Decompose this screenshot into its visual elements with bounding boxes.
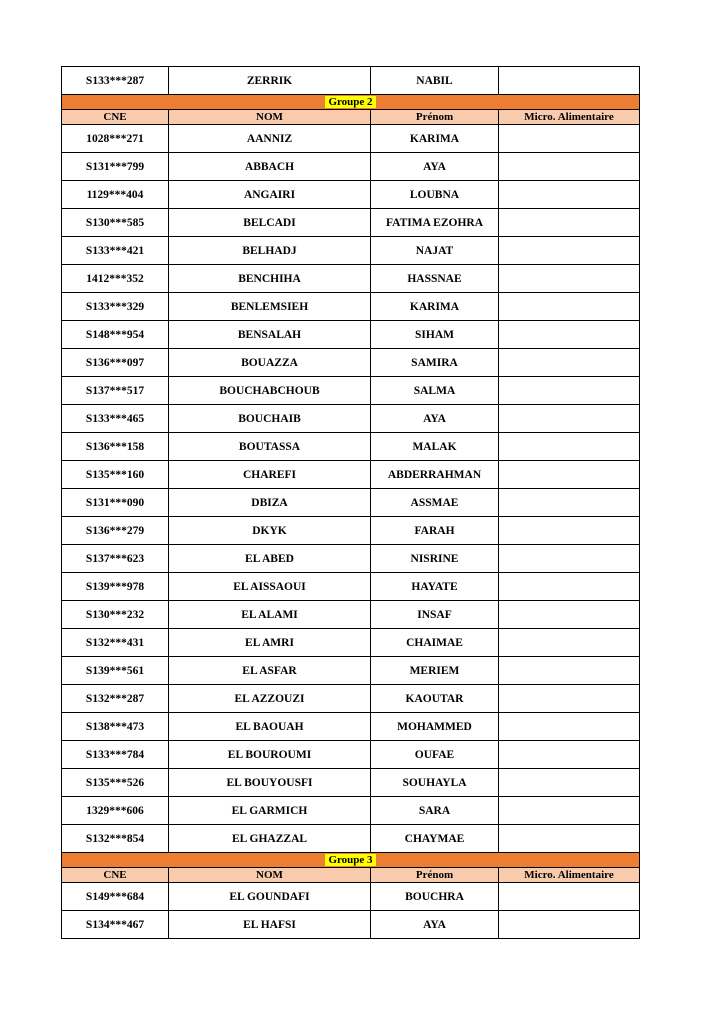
groupe3-rows xyxy=(62,883,640,939)
cell-prenom: KARIMA xyxy=(371,125,499,153)
cell-nom: ZERRIK xyxy=(169,67,371,95)
table-row xyxy=(62,293,640,321)
cell-micro xyxy=(499,293,640,321)
cell-micro xyxy=(499,181,640,209)
cell-cne: S137***623 xyxy=(62,545,169,573)
cell-nom: EL ALAMI xyxy=(169,601,371,629)
cell-nom: BENCHIHA xyxy=(169,265,371,293)
cell-prenom: OUFAE xyxy=(371,741,499,769)
cell-nom: BENLEMSIEH xyxy=(169,293,371,321)
cell-micro xyxy=(499,769,640,797)
groupe2-rows xyxy=(62,125,640,853)
cell-micro xyxy=(499,713,640,741)
table-row xyxy=(62,461,640,489)
column-header-row xyxy=(62,110,640,125)
cell-prenom: MERIEM xyxy=(371,657,499,685)
table-row xyxy=(62,237,640,265)
cell-nom: EL BOUYOUSFI xyxy=(169,769,371,797)
cell-micro xyxy=(499,601,640,629)
cell-prenom: SARA xyxy=(371,797,499,825)
cell-cne: 1412***352 xyxy=(62,265,169,293)
cell-cne: S148***954 xyxy=(62,321,169,349)
cell-micro xyxy=(499,573,640,601)
cell-nom: DKYK xyxy=(169,517,371,545)
groupe3-header-section xyxy=(62,853,640,883)
cell-cne: S132***431 xyxy=(62,629,169,657)
cell-nom: EL AZZOUZI xyxy=(169,685,371,713)
cell-nom: EL AMRI xyxy=(169,629,371,657)
cell-nom: BOUTASSA xyxy=(169,433,371,461)
cell-prenom: MALAK xyxy=(371,433,499,461)
table-row xyxy=(62,405,640,433)
cell-cne: S133***287 xyxy=(62,67,169,95)
cell-nom: BELHADJ xyxy=(169,237,371,265)
cell-prenom: KAOUTAR xyxy=(371,685,499,713)
student-list-sheet xyxy=(61,66,639,939)
cell-cne: S135***526 xyxy=(62,769,169,797)
cell-cne: S135***160 xyxy=(62,461,169,489)
cell-nom: EL ABED xyxy=(169,545,371,573)
cell-cne: S138***473 xyxy=(62,713,169,741)
cell-micro xyxy=(499,489,640,517)
cell-micro xyxy=(499,911,640,939)
cell-cne: S130***232 xyxy=(62,601,169,629)
cell-prenom: ABDERRAHMAN xyxy=(371,461,499,489)
cell-micro xyxy=(499,517,640,545)
cell-cne: S137***517 xyxy=(62,377,169,405)
cell-micro xyxy=(499,405,640,433)
cell-cne: S136***158 xyxy=(62,433,169,461)
cell-prenom: NABIL xyxy=(371,67,499,95)
cell-cne: S139***561 xyxy=(62,657,169,685)
cell-micro xyxy=(499,321,640,349)
cell-cne: S131***799 xyxy=(62,153,169,181)
cell-nom: EL GHAZZAL xyxy=(169,825,371,853)
table-row xyxy=(62,545,640,573)
cell-cne: S130***585 xyxy=(62,209,169,237)
cell-nom: EL GOUNDAFI xyxy=(169,883,371,911)
cell-prenom: LOUBNA xyxy=(371,181,499,209)
cell-cne: 1129***404 xyxy=(62,181,169,209)
cell-cne: S133***465 xyxy=(62,405,169,433)
cell-nom: BOUCHABCHOUB xyxy=(169,377,371,405)
table-row xyxy=(62,377,640,405)
cell-prenom: HASSNAE xyxy=(371,265,499,293)
cell-prenom: KARIMA xyxy=(371,293,499,321)
cell-cne: S133***421 xyxy=(62,237,169,265)
table-row xyxy=(62,911,640,939)
cell-micro xyxy=(499,125,640,153)
cell-cne: S149***684 xyxy=(62,883,169,911)
table-row xyxy=(62,657,640,685)
cell-nom: DBIZA xyxy=(169,489,371,517)
cell-nom: EL HAFSI xyxy=(169,911,371,939)
cell-micro xyxy=(499,685,640,713)
cell-micro xyxy=(499,433,640,461)
cell-nom: BOUAZZA xyxy=(169,349,371,377)
col-header-nom: NOM xyxy=(169,110,371,125)
cell-nom: ANGAIRI xyxy=(169,181,371,209)
group-title: Groupe 3 xyxy=(325,854,375,866)
table-row xyxy=(62,125,640,153)
cell-prenom: SALMA xyxy=(371,377,499,405)
cell-nom: ABBACH xyxy=(169,153,371,181)
cell-cne: 1329***606 xyxy=(62,797,169,825)
cell-cne: S136***279 xyxy=(62,517,169,545)
cell-micro xyxy=(499,67,640,95)
cell-micro xyxy=(499,209,640,237)
table-row xyxy=(62,489,640,517)
col-header-prenom: Prénom xyxy=(371,110,499,125)
table-row xyxy=(62,67,640,95)
table-row xyxy=(62,629,640,657)
cell-micro xyxy=(499,629,640,657)
table-row xyxy=(62,573,640,601)
cell-prenom: SIHAM xyxy=(371,321,499,349)
cell-prenom: FARAH xyxy=(371,517,499,545)
group-banner-2 xyxy=(62,95,640,110)
cell-cne: 1028***271 xyxy=(62,125,169,153)
cell-micro xyxy=(499,265,640,293)
cell-nom: AANNIZ xyxy=(169,125,371,153)
cell-prenom: NAJAT xyxy=(371,237,499,265)
cell-micro xyxy=(499,883,640,911)
table-row xyxy=(62,321,640,349)
cell-prenom: NISRINE xyxy=(371,545,499,573)
cell-prenom: AYA xyxy=(371,153,499,181)
cell-nom: EL GARMICH xyxy=(169,797,371,825)
cell-prenom: BOUCHRA xyxy=(371,883,499,911)
cell-nom: EL BOUROUMI xyxy=(169,741,371,769)
groupe2-header-section xyxy=(62,95,640,125)
table-row xyxy=(62,349,640,377)
cell-cne: S132***854 xyxy=(62,825,169,853)
top-rows xyxy=(62,67,640,95)
table-row xyxy=(62,153,640,181)
cell-cne: S133***784 xyxy=(62,741,169,769)
cell-prenom: SAMIRA xyxy=(371,349,499,377)
cell-micro xyxy=(499,237,640,265)
cell-prenom: INSAF xyxy=(371,601,499,629)
cell-prenom: CHAIMAE xyxy=(371,629,499,657)
cell-micro xyxy=(499,349,640,377)
table-row xyxy=(62,517,640,545)
cell-micro xyxy=(499,545,640,573)
table-row xyxy=(62,797,640,825)
table-row xyxy=(62,713,640,741)
cell-nom: BOUCHAIB xyxy=(169,405,371,433)
cell-cne: S136***097 xyxy=(62,349,169,377)
cell-nom: EL BAOUAH xyxy=(169,713,371,741)
student-table xyxy=(61,66,640,939)
col-header-nom: NOM xyxy=(169,868,371,883)
cell-prenom: HAYATE xyxy=(371,573,499,601)
cell-prenom: CHAYMAE xyxy=(371,825,499,853)
cell-micro xyxy=(499,797,640,825)
cell-prenom: SOUHAYLA xyxy=(371,769,499,797)
table-row xyxy=(62,685,640,713)
cell-micro xyxy=(499,461,640,489)
table-row xyxy=(62,181,640,209)
table-row xyxy=(62,265,640,293)
cell-prenom: ASSMAE xyxy=(371,489,499,517)
cell-micro xyxy=(499,377,640,405)
cell-prenom: FATIMA EZOHRA xyxy=(371,209,499,237)
cell-nom: EL ASFAR xyxy=(169,657,371,685)
table-row xyxy=(62,883,640,911)
cell-nom: BELCADI xyxy=(169,209,371,237)
column-header-row xyxy=(62,868,640,883)
table-row xyxy=(62,433,640,461)
cell-cne: S139***978 xyxy=(62,573,169,601)
cell-nom: CHAREFI xyxy=(169,461,371,489)
cell-cne: S132***287 xyxy=(62,685,169,713)
col-header-micro: Micro. Alimentaire xyxy=(499,868,640,883)
table-row xyxy=(62,741,640,769)
cell-prenom: AYA xyxy=(371,405,499,433)
group-banner-3 xyxy=(62,853,640,868)
table-row xyxy=(62,825,640,853)
cell-prenom: AYA xyxy=(371,911,499,939)
cell-micro xyxy=(499,741,640,769)
cell-cne: S133***329 xyxy=(62,293,169,321)
table-row xyxy=(62,769,640,797)
col-header-micro: Micro. Alimentaire xyxy=(499,110,640,125)
cell-micro xyxy=(499,153,640,181)
cell-micro xyxy=(499,825,640,853)
cell-cne: S131***090 xyxy=(62,489,169,517)
col-header-prenom: Prénom xyxy=(371,868,499,883)
cell-nom: EL AISSAOUI xyxy=(169,573,371,601)
col-header-cne: CNE xyxy=(62,110,169,125)
cell-cne: S134***467 xyxy=(62,911,169,939)
group-title: Groupe 2 xyxy=(325,96,375,108)
cell-micro xyxy=(499,657,640,685)
cell-prenom: MOHAMMED xyxy=(371,713,499,741)
col-header-cne: CNE xyxy=(62,868,169,883)
table-row xyxy=(62,601,640,629)
table-row xyxy=(62,209,640,237)
cell-nom: BENSALAH xyxy=(169,321,371,349)
